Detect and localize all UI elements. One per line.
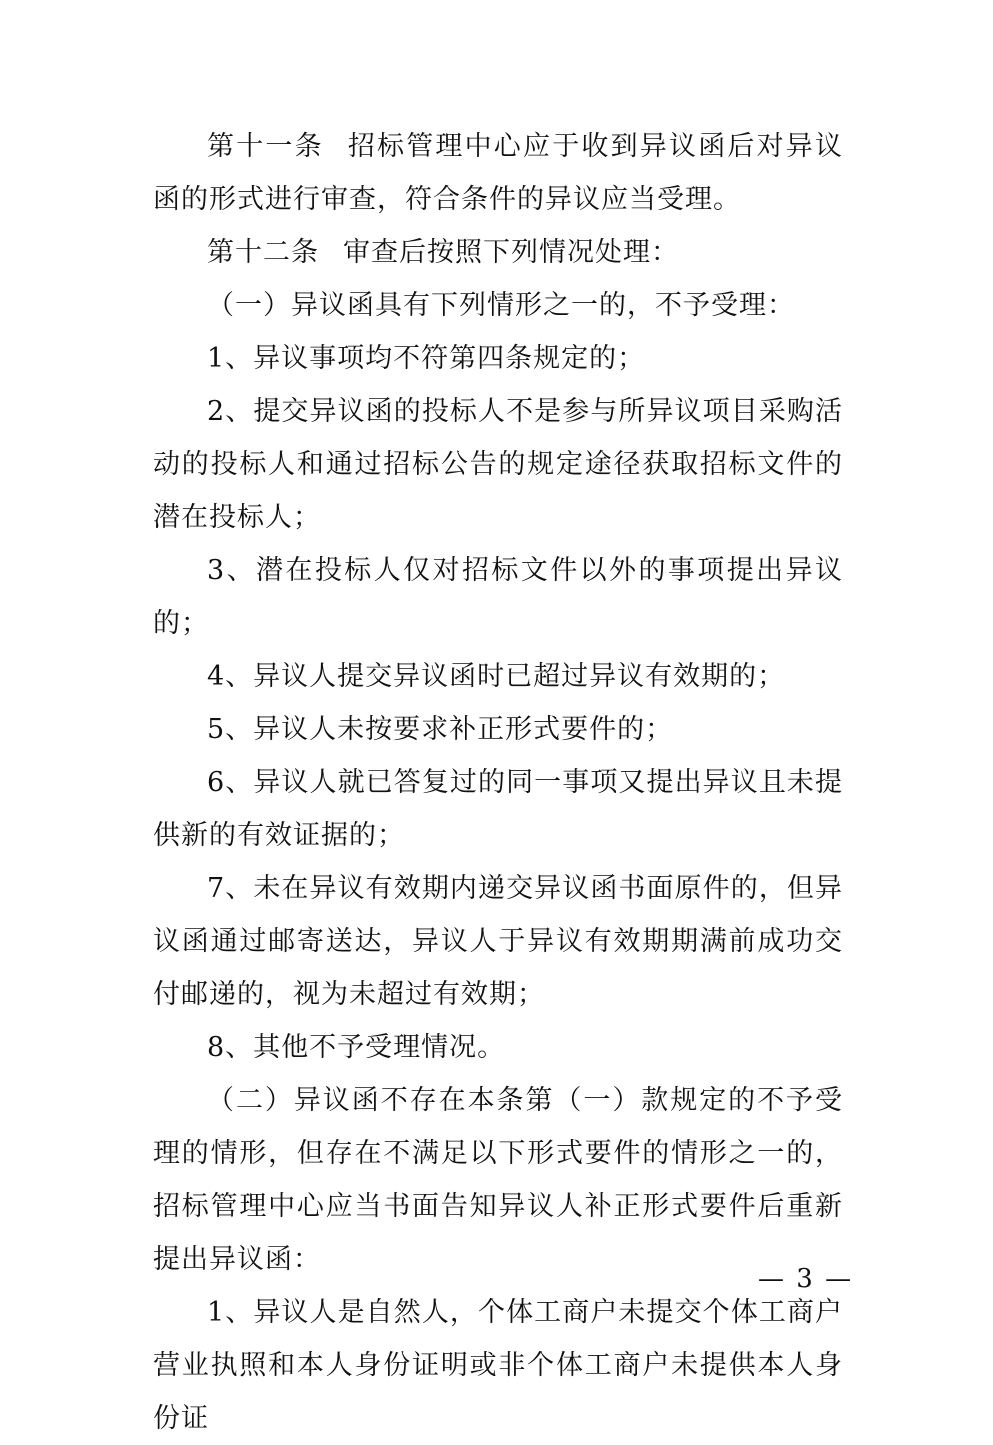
item-1: 1、异议事项均不符第四条规定的； — [207, 343, 646, 374]
article-text: 招标管理中心应于收到异议函后对异议函的形式进行审查，符合条件的异议应当受理。 — [153, 131, 844, 215]
item-4: 4、异议人提交异议函时已超过异议有效期的； — [207, 661, 786, 692]
item-7: 7、未在异议有效期内递交异议函书面原件的，但异议函通过邮寄送达，异议人于异议有效期期满前成功交付邮递的，视为未超过有效期； — [153, 873, 843, 1010]
clause-1: （一）异议函具有下列情形之一的，不予受理： — [207, 290, 795, 321]
item-8: 8、其他不予受理情况。 — [207, 1032, 506, 1063]
clause-2-item-1: 1、异议人是自然人，个体工商户未提交个体工商户营业执照和本人身份证明或非个体工商户未提供本人身份证 — [153, 1297, 843, 1434]
item-6: 6、异议人就已答复过的同一事项又提出异议且未提供新的有效证据的； — [153, 767, 843, 851]
article-12 — [153, 226, 843, 279]
body-text — [153, 120, 843, 1445]
article-number: 第十二条 — [207, 237, 319, 268]
article-number: 第十一条 — [207, 131, 324, 162]
item-5: 5、异议人未按要求补正形式要件的； — [207, 714, 674, 745]
clause-2: （二）异议函不存在本条第（一）款规定的不予受理的情形，但存在不满足以下形式要件的情形之一的，招标管理中心应当书面告知异议人补正形式要件后重新提出异议函： — [153, 1085, 843, 1275]
article-text: 审查后按照下列情况处理： — [343, 237, 679, 268]
item-2: 2、提交异议函的投标人不是参与所异议项目采购活动的投标人和通过招标公告的规定途径获取招标文件的潜在投标人； — [153, 396, 843, 533]
article-11 — [153, 120, 843, 226]
item-3: 3、潜在投标人仅对招标文件以外的事项提出异议的； — [153, 555, 843, 639]
page-number: — 3 — — [758, 1264, 854, 1294]
